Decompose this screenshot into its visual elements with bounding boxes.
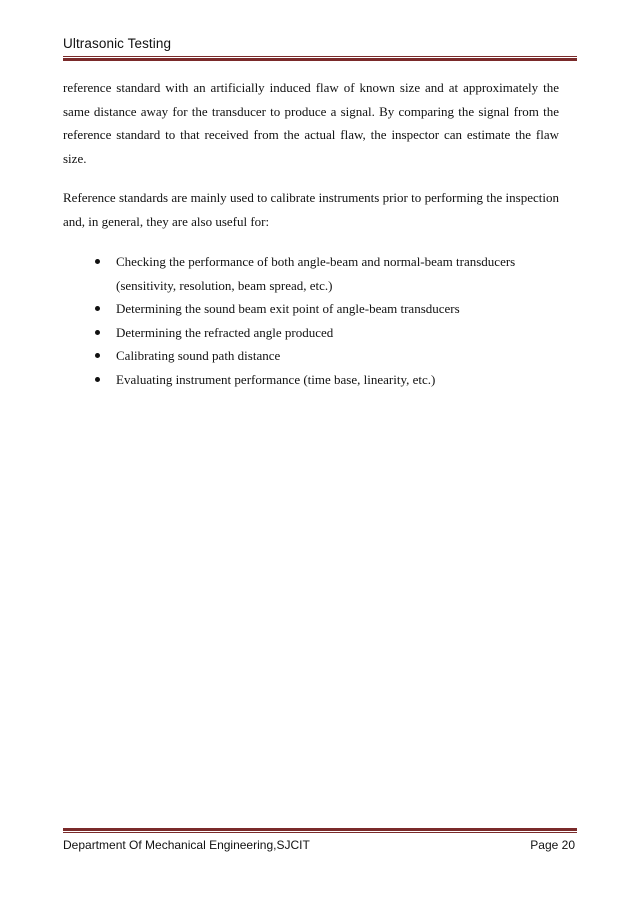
paragraph-1: reference standard with an artificially induced flaw of known size and at approximately the same distance away for the transducer to produce a signal. By comparing the signal from the reference standard to that received from the actual flaw, the inspector can estimate the flaw size.	[63, 80, 559, 167]
header-title: Ultrasonic Testing	[63, 36, 172, 51]
list-item-text: Checking the performance of both angle-beam and normal-beam transducers (sensitivity, resolution, beam spread, etc.)	[116, 254, 516, 293]
footer-rule-thin	[63, 832, 577, 833]
list-item-text: Evaluating instrument performance (time base, linearity, etc.)	[116, 371, 436, 387]
list-item-text: Determining the refracted angle produced	[116, 324, 334, 340]
list-item	[95, 297, 555, 321]
bullet-icon	[95, 330, 100, 335]
list-item-text: Calibrating sound path distance	[116, 348, 281, 363]
paragraph-2: Reference standards are mainly used to calibrate instruments prior to performing the inspection and, in general, they are also useful for:	[63, 190, 559, 229]
bullet-list	[95, 250, 555, 391]
list-item	[95, 321, 555, 345]
list-item-text: Determining the sound beam exit point of angle-beam transducers	[116, 301, 460, 316]
bullet-icon	[95, 353, 100, 358]
footer-department: Department Of Mechanical Engineering,SJCIT	[63, 838, 310, 852]
bullet-icon	[95, 259, 100, 264]
list-item	[95, 344, 555, 368]
page-number: Page 20	[530, 838, 575, 852]
list-item	[95, 250, 555, 297]
header-rule-thick	[63, 58, 577, 61]
bullet-icon	[95, 306, 100, 311]
header-rule-thin	[63, 56, 577, 57]
list-item	[95, 368, 555, 392]
footer-rule-thick	[63, 828, 577, 831]
bullet-icon	[95, 377, 100, 382]
